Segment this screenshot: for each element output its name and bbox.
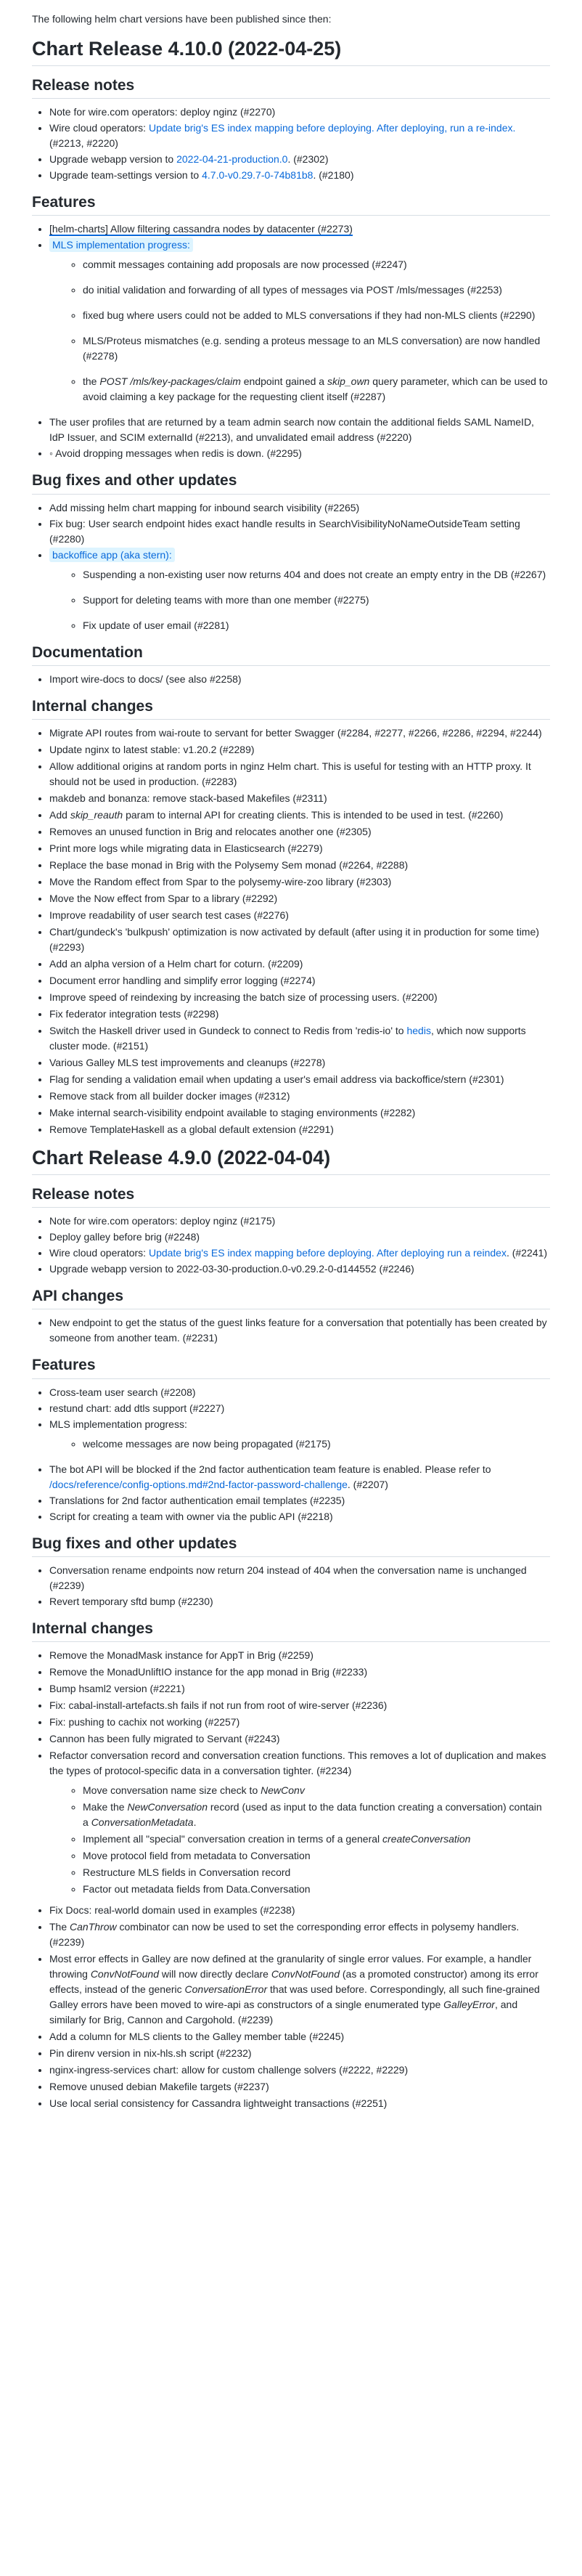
hedis-link[interactable]: hedis — [406, 1025, 431, 1036]
list-item: • Upgrade team-settings version to 4.7.0-v0.29.7-0-74b81b8. (#2180) — [49, 168, 550, 183]
list-item: • Move the Random effect from Spar to the polysemy-wire-zoo library (#2303) — [49, 874, 550, 890]
list-item: • Add skip_reauth param to internal API for creating clients. This is intended to be used in test. (#2260) — [49, 808, 550, 823]
mls-sublist — [49, 257, 550, 405]
list-item: • Remove stack from all builder docker images (#2312) — [49, 1089, 550, 1104]
list-item: • The bot API will be blocked if the 2nd factor authentication team feature is enabled. Please refer to /docs/reference/config-options.md#2nd-factor-password-challenge. (#2207) — [49, 1462, 550, 1492]
list-item: • Removes an unused function in Brig and relocates another one (#2305) — [49, 824, 550, 840]
list-item: ◦ Move conversation name size check to NewConv — [83, 1783, 550, 1798]
list-item: • Import wire-docs to docs/ (see also #2258) — [49, 672, 550, 687]
list-item: • Remove TemplateHaskell as a global default extension (#2291) — [49, 1122, 550, 1137]
list-item: • Make internal search-visibility endpoint available to staging environments (#2282) — [49, 1105, 550, 1121]
refactor-sublist — [49, 1783, 550, 1897]
list-item: ◦ Factor out metadata fields from Data.Conversation — [83, 1882, 550, 1897]
list-item: • Refactor conversation record and conversation creation functions. This removes a lot of duplication and makes the types of protocol-specific data in a conversation tighter. (#2234) ◦ Move conversation name size check to NewConv ◦ Make the NewConversation record (used as input to the data function creating a conversation) contain a ConversationMetadata. ◦ Implement all "special" conversation creation in terms of a general createConversation ◦ Move protocol field from metadata to Conversation ◦ Restructure MLS fields in Conversation record ◦ Factor out metadata fields from Data.Conversation — [49, 1748, 550, 1897]
list-item: • The CanThrow combinator can now be used to set the corresponding error effects in polysemy handlers. (#2239) — [49, 1919, 550, 1950]
list-item: • Deploy galley before brig (#2248) — [49, 1230, 550, 1245]
list-item: ◦ Implement all "special" conversation creation in terms of a general createConversation — [83, 1832, 550, 1847]
list-item: • [helm-charts] Allow filtering cassandra nodes by datacenter (#2273) — [49, 222, 550, 237]
features-list — [32, 1385, 550, 1524]
list-item: ◦ Suspending a non-existing user now returns 404 and does not create an empty entry in the DB (#2267) — [83, 567, 550, 582]
list-item: • Upgrade webapp version to 2022-04-21-production.0. (#2302) — [49, 152, 550, 167]
list-item — [49, 548, 550, 633]
es-index-link[interactable]: Update brig's ES index mapping before deploying. After deploying run a reindex — [148, 1247, 507, 1259]
features-heading: Features — [32, 193, 550, 216]
list-item: • Fix Docs: real-world domain used in examples (#2238) — [49, 1903, 550, 1918]
list-item: • Chart/gundeck's 'bulkpush' optimization is now activated by default (after using it in production for some time) (#2293) — [49, 925, 550, 955]
api-changes-list — [32, 1315, 550, 1346]
api-changes-heading: API changes — [32, 1287, 550, 1309]
list-item: • Flag for sending a validation email when updating a user's email address via backoffice/stern (#2301) — [49, 1072, 550, 1087]
mls-progress-label: MLS implementation progress: — [49, 237, 193, 252]
release-4-10-title: Chart Release 4.10.0 (2022-04-25) — [32, 37, 550, 66]
list-item: • The user profiles that are returned by a team admin search now contain the additional fields SAML NameID, IdP Issuer, and SCIM externalId (#2213), and unvalidated email address (#2220) — [49, 415, 550, 445]
list-item: • Add an alpha version of a Helm chart for coturn. (#2209) — [49, 956, 550, 972]
list-item: • Note for wire.com operators: deploy nginz (#2270) — [49, 105, 550, 120]
list-item: • Fix federator integration tests (#2298) — [49, 1007, 550, 1022]
list-item: • Conversation rename endpoints now return 204 instead of 404 when the conversation name is unchanged (#2239) — [49, 1563, 550, 1593]
list-item: • restund chart: add dtls support (#2227) — [49, 1401, 550, 1416]
list-item: ◦ Make the NewConversation record (used as input to the data function creating a conversation) contain a ConversationMetadata. — [83, 1800, 550, 1830]
webapp-version-link[interactable]: 2022-04-21-production.0 — [176, 153, 288, 165]
list-item: ◦ do initial validation and forwarding of all types of messages via POST /mls/messages (#2253) — [83, 283, 550, 298]
list-item: ◦ the POST /mls/key-packages/claim endpoint gained a skip_own query parameter, which can be used to avoid claiming a key package for the requesting client itself (#2287) — [83, 374, 550, 405]
internal-changes-heading: Internal changes — [32, 1620, 550, 1642]
list-item: • Wire cloud operators: Update brig's ES index mapping before deploying. After deploying, run a re-index. (#2213, #2220) — [49, 121, 550, 151]
release-notes-list — [32, 105, 550, 183]
intro-text: The following helm chart versions have been published since then: — [32, 13, 332, 25]
list-item — [49, 237, 550, 405]
internal-changes-heading: Internal changes — [32, 697, 550, 720]
list-item: • Fix: cabal-install-artefacts.sh fails if not run from root of wire-server (#2236) — [49, 1698, 550, 1713]
mls-sublist — [49, 1437, 550, 1452]
internal-changes-list — [32, 726, 550, 1137]
list-item: • Wire cloud operators: Update brig's ES index mapping before deploying. After deploying run a reindex. (#2241) — [49, 1246, 550, 1261]
features-list — [32, 222, 550, 461]
documentation-heading: Documentation — [32, 643, 550, 666]
list-item: • Move the Now effect from Spar to a library (#2292) — [49, 891, 550, 906]
list-item: • Update nginx to latest stable: v1.20.2 (#2289) — [49, 742, 550, 757]
list-item: ◦ welcome messages are now being propagated (#2175) — [83, 1437, 550, 1452]
backoffice-sublist — [49, 567, 550, 633]
list-item: • Document error handling and simplify error logging (#2274) — [49, 973, 550, 988]
list-item: ◦ Fix update of user email (#2281) — [83, 618, 550, 633]
list-item: • Cannon has been fully migrated to Servant (#2243) — [49, 1731, 550, 1747]
list-item: ◦ fixed bug where users could not be added to MLS conversations if they had non-MLS clients (#2290) — [83, 308, 550, 323]
list-item: • Fix: pushing to cachix not working (#2257) — [49, 1715, 550, 1730]
list-item: ◦ Restructure MLS fields in Conversation record — [83, 1865, 550, 1880]
list-item: • Switch the Haskell driver used in Gundeck to connect to Redis from 'redis-io' to hedis, which now supports cluster mode. (#2151) — [49, 1023, 550, 1054]
bugfixes-list — [32, 500, 550, 633]
bugfixes-heading: Bug fixes and other updates — [32, 1535, 550, 1557]
backoffice-label: backoffice app (aka stern): — [49, 548, 175, 562]
list-item: ◦ Support for deleting teams with more than one member (#2275) — [83, 593, 550, 608]
list-item: • New endpoint to get the status of the guest links feature for a conversation that potentially has been created by someone from another team. (#2231) — [49, 1315, 550, 1346]
list-item: ◦ commit messages containing add proposals are now processed (#2247) — [83, 257, 550, 272]
list-item: • Cross-team user search (#2208) — [49, 1385, 550, 1400]
list-item: • Print more logs while migrating data in Elasticsearch (#2279) — [49, 841, 550, 856]
list-item: • Fix bug: User search endpoint hides exact handle results in SearchVisibilityNoNameOutsideTeam setting (#2280) — [49, 516, 550, 547]
list-item: • Improve speed of reindexing by increasing the batch size of processing users. (#2200) — [49, 990, 550, 1005]
list-item: • Remove the MonadUnliftIO instance for the app monad in Brig (#2233) — [49, 1665, 550, 1680]
release-notes-heading: Release notes — [32, 76, 550, 99]
list-item: • Add a column for MLS clients to the Galley member table (#2245) — [49, 2029, 550, 2044]
list-item: • nginx-ingress-services chart: allow for custom challenge solvers (#2222, #2229) — [49, 2063, 550, 2078]
features-heading: Features — [32, 1356, 550, 1378]
list-item: • Most error effects in Galley are now defined at the granularity of single error values. For example, a handler throwing ConvNotFound will now directly declare ConvNotFound (as a promoted constructor) among its error effects, instead of the generic ConversationError that was used before. Correspondingly, all such fine-grained Galley errors have been moved to wire-api as constructors of a single enumerated type GalleyError, and similarly for Brig, Cannon and Cargohold. (#2239) — [49, 1951, 550, 2028]
list-item: • Revert temporary sftd bump (#2230) — [49, 1594, 550, 1609]
list-item: • ◦ Avoid dropping messages when redis is down. (#2295) — [49, 446, 550, 461]
list-item: • Bump hsaml2 version (#2221) — [49, 1681, 550, 1697]
list-item: • Use local serial consistency for Cassandra lightweight transactions (#2251) — [49, 2096, 550, 2111]
list-item: • Improve readability of user search test cases (#2276) — [49, 908, 550, 923]
list-item: • Allow additional origins at random ports in nginz Helm chart. This is useful for testing with an HTTP proxy. It should not be used in production. (#2283) — [49, 759, 550, 789]
list-item: ◦ MLS/Proteus mismatches (e.g. sending a proteus message to an MLS conversation) are now handled (#2278) — [83, 333, 550, 364]
documentation-list — [32, 672, 550, 687]
list-item: • Migrate API routes from wai-route to servant for better Swagger (#2284, #2277, #2266, #2286, #2294, #2244) — [49, 726, 550, 741]
list-item: • Upgrade webapp version to 2022-03-30-production.0-v0.29.2-0-d144552 (#2246) — [49, 1261, 550, 1277]
list-item: • Replace the base monad in Brig with the Polysemy Sem monad (#2264, #2288) — [49, 858, 550, 873]
release-4-9-title: Chart Release 4.9.0 (2022-04-04) — [32, 1146, 550, 1175]
list-item: • Translations for 2nd factor authentication email templates (#2235) — [49, 1493, 550, 1508]
list-item: • Note for wire.com operators: deploy nginz (#2175) — [49, 1214, 550, 1229]
bugfixes-list — [32, 1563, 550, 1609]
list-item: • Add missing helm chart mapping for inbound search visibility (#2265) — [49, 500, 550, 516]
list-item: • makdeb and bonanza: remove stack-based Makefiles (#2311) — [49, 791, 550, 806]
list-item: • Script for creating a team with owner via the public API (#2218) — [49, 1509, 550, 1524]
list-item: • Pin direnv version in nix-hls.sh script (#2232) — [49, 2046, 550, 2061]
internal-changes-list — [32, 1648, 550, 2111]
list-item: • MLS implementation progress: ◦ welcome messages are now being propagated (#2175) — [49, 1417, 550, 1452]
list-item: • Remove the MonadMask instance for AppT in Brig (#2259) — [49, 1648, 550, 1663]
bugfixes-heading: Bug fixes and other updates — [32, 471, 550, 494]
config-options-link[interactable]: /docs/reference/config-options.md#2nd-factor-password-challenge — [49, 1478, 348, 1490]
list-item: • Various Galley MLS test improvements and cleanups (#2278) — [49, 1055, 550, 1070]
release-notes-heading: Release notes — [32, 1185, 550, 1208]
team-settings-version-link[interactable]: 4.7.0-v0.29.7-0-74b81b8 — [202, 169, 313, 181]
list-item: • Remove unused debian Makefile targets (#2237) — [49, 2079, 550, 2094]
release-notes-list — [32, 1214, 550, 1277]
list-item: ◦ Move protocol field from metadata to Conversation — [83, 1848, 550, 1864]
es-index-link[interactable]: Update brig's ES index mapping before deploying. After deploying, run a re-index. — [148, 122, 516, 134]
